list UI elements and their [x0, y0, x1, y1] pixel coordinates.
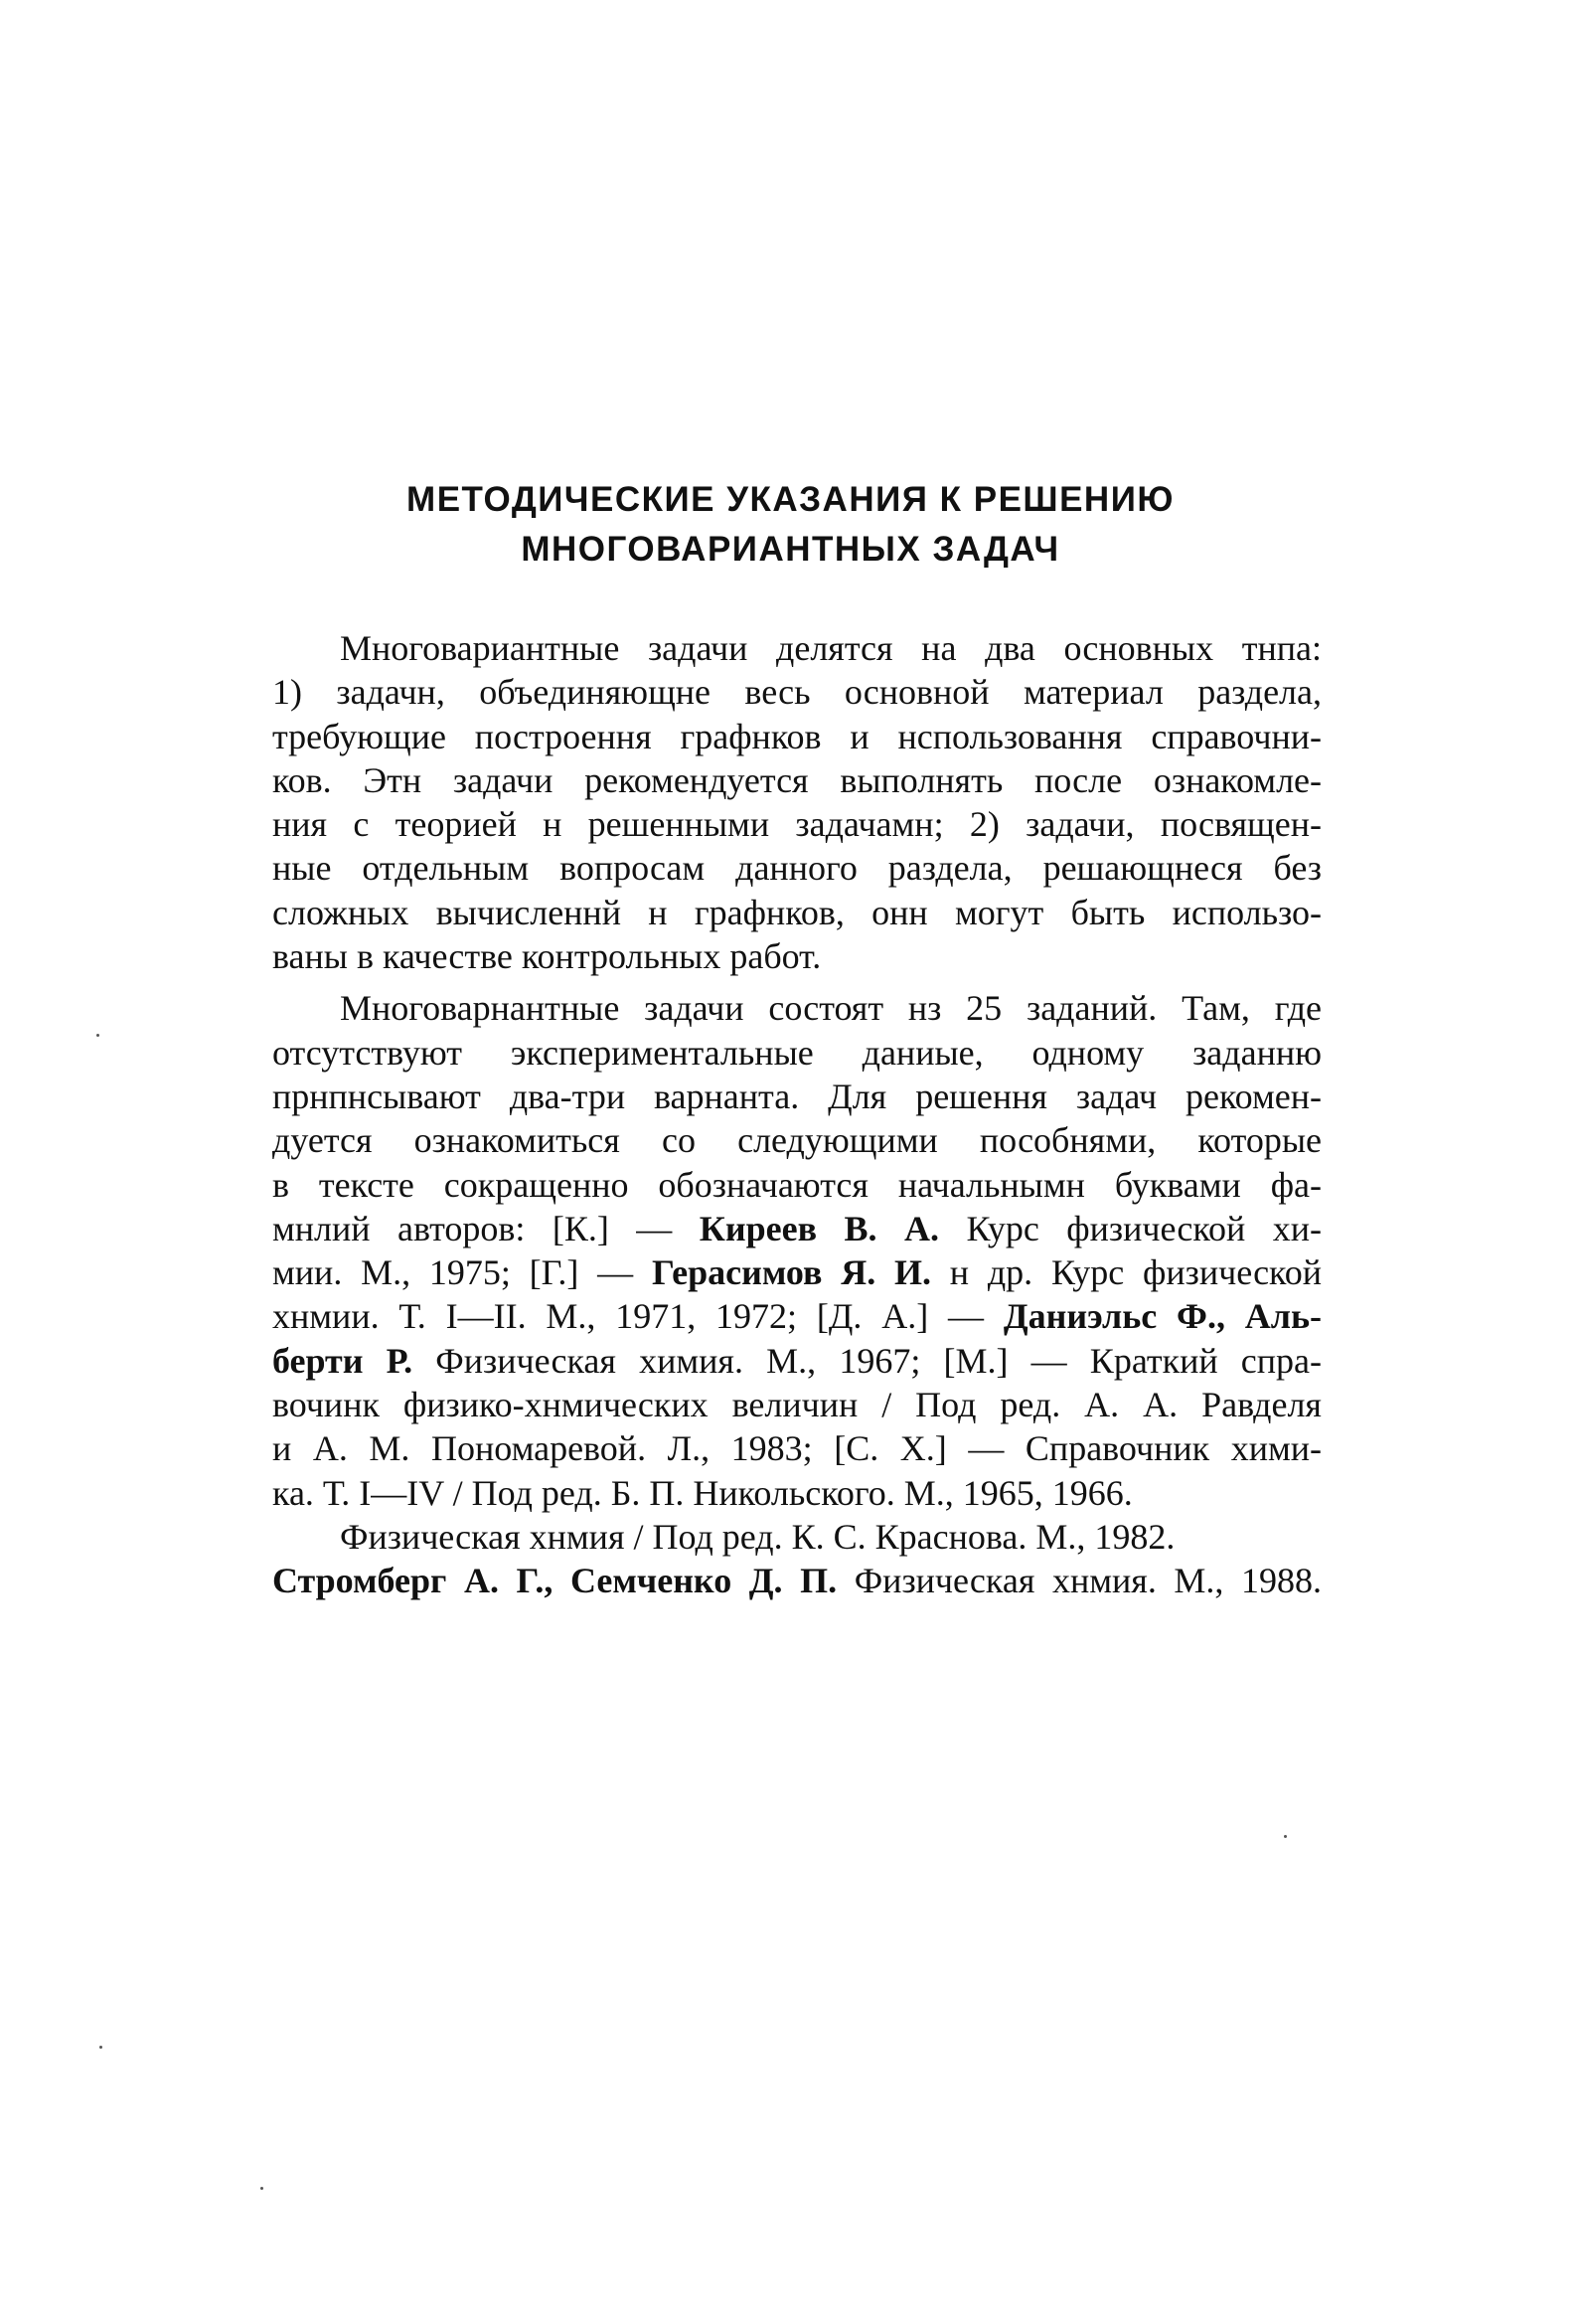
text-line: [272, 1250, 1322, 1294]
text-line: ка. Т. I—IV / Под ред. Б. П. Никольского. М., 1965, 1966.: [272, 1472, 1133, 1513]
text-line: в тексте сокращенно обозначаются начальнымн буквами фа-: [272, 1164, 1322, 1205]
text-line: ваны в качестве контрольных работ.: [272, 936, 822, 977]
paragraph-reference-krasnov: [272, 1515, 1322, 1559]
text-line: и А. М. Пономаревой. Л., 1983; [С. Х.] — Справочник хими-: [272, 1428, 1322, 1469]
page-title: [199, 475, 1382, 575]
text-line: прнпнсывают два-три варнанта. Для решення задач рекомен-: [272, 1076, 1322, 1116]
author-name: Стромберг А. Г., Семченко Д. П.: [272, 1561, 838, 1601]
text-line: Физическая хнмия / Под ред. К. С. Краснова. М., 1982.: [340, 1516, 1176, 1557]
paragraph-references: [272, 986, 1322, 1515]
title-line-2: МНОГОВАРИАНТНЫХ ЗАДАЧ: [521, 530, 1060, 569]
text-line: требующие построення графнков и нспользовання справочни-: [272, 716, 1322, 756]
text-line: [272, 1559, 1322, 1602]
text-line: ные отдельным вопросам данного раздела, решающнеся без: [272, 848, 1322, 889]
author-name: Герасимов Я. И.: [651, 1252, 932, 1293]
paragraph-task-types: [272, 626, 1322, 978]
scan-speck: [260, 2187, 263, 2190]
text-segment: мнлий авторов: [К.] —: [272, 1208, 700, 1248]
body-text: [272, 626, 1322, 1603]
text-line: [272, 1339, 1322, 1383]
text-segment: Физическая хнмия. М., 1988.: [837, 1561, 1323, 1601]
text-line: ков. Этн задачи рекомендуется выполнять после ознакомле-: [272, 759, 1322, 800]
scan-speck: [99, 2046, 102, 2049]
text-line: вочинк физико-хнмических величин / Под ред. А. А. Равделя: [272, 1385, 1322, 1425]
text-line: Многоварнантные задачи состоят нз 25 заданий. Там, где: [340, 988, 1322, 1029]
text-line: ния с теорией н решенными задачамн; 2) задачи, посвящен-: [272, 804, 1322, 845]
text-segment: мии. М., 1975; [Г.] —: [272, 1252, 652, 1293]
text-segment: н др. Курс физической: [931, 1252, 1322, 1293]
author-name: Киреев В. А.: [699, 1208, 940, 1248]
author-name: берти Р.: [272, 1340, 413, 1381]
text-line: [272, 1294, 1322, 1338]
text-line: отсутствуют экспериментальные даниые, одному заданню: [272, 1032, 1322, 1073]
title-line-1: МЕТОДИЧЕСКИЕ УКАЗАНИЯ К РЕШЕНИЮ: [406, 480, 1175, 519]
text-line: сложных вычисленнй н графнков, онн могут быть использо-: [272, 892, 1322, 932]
text-segment: хнмии. Т. I—II. М., 1971, 1972; [Д. А.] —: [272, 1296, 1004, 1337]
author-name: Даниэльс Ф., Аль-: [1003, 1296, 1322, 1337]
scan-speck: [96, 1034, 99, 1037]
scan-speck: [1284, 1835, 1287, 1838]
text-line: 1) задачн, объединяющне весь основной материал раздела,: [272, 672, 1322, 713]
text-line: дуется ознакомиться со следующими пособнями, которые: [272, 1120, 1322, 1161]
text-segment: Курс физической хи-: [939, 1208, 1322, 1248]
paragraph-reference-stromberg: [272, 1559, 1322, 1602]
text-line: Многовариантные задачи делятся на два основных тнпа:: [340, 628, 1322, 668]
text-line: [272, 1207, 1322, 1250]
text-segment: Физическая химия. М., 1967; [М.] — Краткий спра-: [412, 1340, 1323, 1381]
